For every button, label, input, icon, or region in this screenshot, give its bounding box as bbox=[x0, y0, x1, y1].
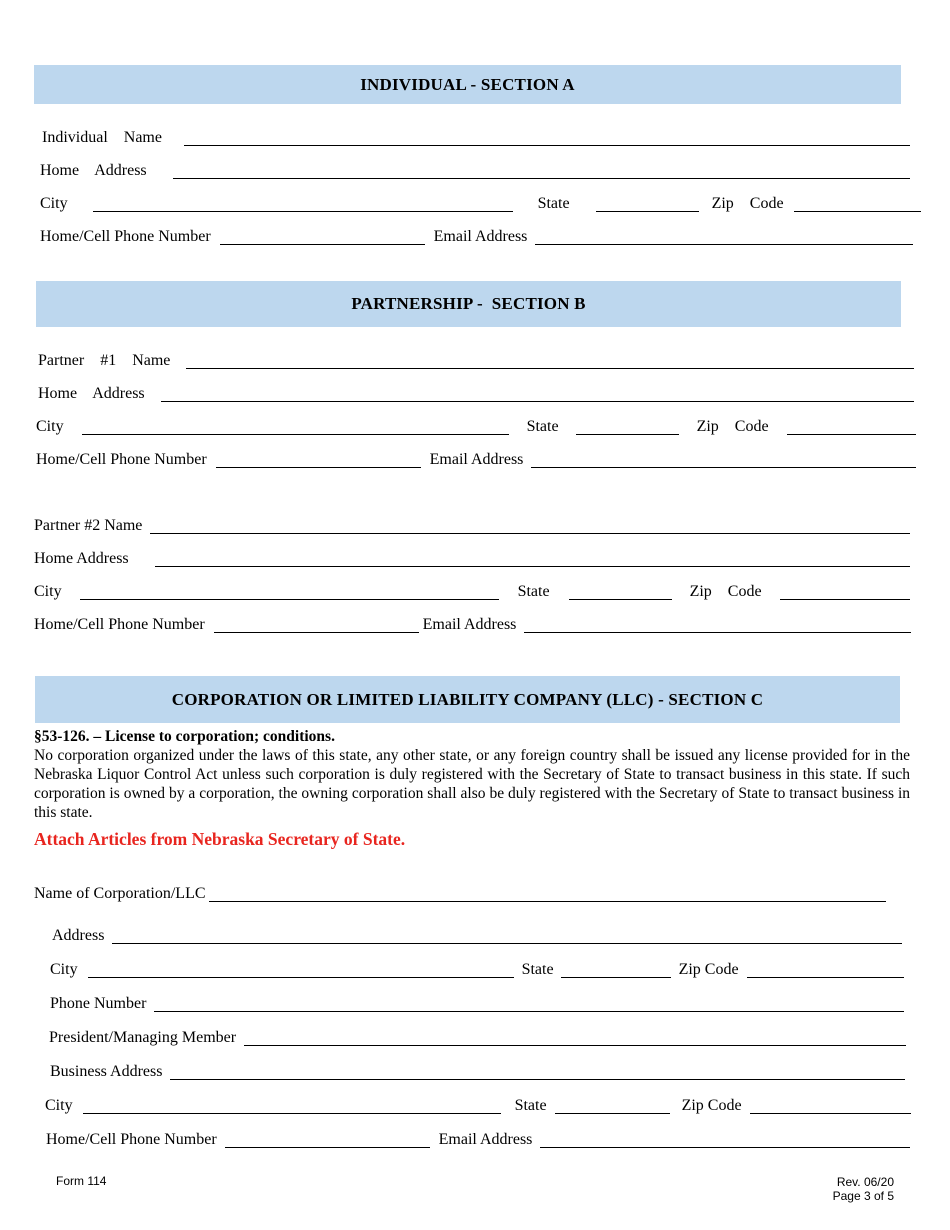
partner2-state-label: State bbox=[517, 583, 550, 600]
individual-name-label: Individual Name bbox=[42, 129, 162, 146]
individual-phone-field[interactable] bbox=[220, 244, 425, 245]
partner2-name-label: Partner #2 Name bbox=[34, 517, 143, 534]
corp-state2-field[interactable] bbox=[555, 1113, 670, 1114]
partner1-state-label: State bbox=[526, 418, 559, 435]
partner2-city-label: City bbox=[34, 583, 62, 600]
section-a-phone-row bbox=[40, 227, 913, 249]
partner2-phone-label: Home/Cell Phone Number bbox=[34, 616, 205, 633]
section-b-title: PARTNERSHIP - SECTION B bbox=[351, 294, 586, 313]
corp-zip-field[interactable] bbox=[747, 977, 904, 978]
partner2-zip-field[interactable] bbox=[780, 599, 910, 600]
statute-heading: §53-126. – License to corporation; conditions. bbox=[34, 728, 335, 745]
corp-president-row bbox=[49, 1028, 906, 1050]
partner1-email-label: Email Address bbox=[429, 451, 524, 468]
corp-home-phone-field[interactable] bbox=[225, 1147, 430, 1148]
partner1-name-label: Partner #1 Name bbox=[38, 352, 171, 369]
section-a-title: INDIVIDUAL - SECTION A bbox=[360, 74, 575, 94]
corp-name-label: Name of Corporation/LLC bbox=[34, 885, 206, 902]
corp-address-label: Address bbox=[52, 927, 105, 944]
individual-address-field[interactable] bbox=[173, 178, 910, 179]
page-number: Page 3 of 5 bbox=[832, 1189, 894, 1203]
president-label: President/Managing Member bbox=[49, 1029, 237, 1046]
section-a-name-row bbox=[42, 128, 910, 150]
corp-phone-row bbox=[50, 994, 904, 1016]
business-address-label: Business Address bbox=[50, 1063, 163, 1080]
partner1-city-label: City bbox=[36, 418, 64, 435]
corp-name-row bbox=[34, 884, 886, 906]
individual-state-label: State bbox=[537, 195, 570, 212]
partner1-name-field[interactable] bbox=[186, 368, 914, 369]
corp-name-field[interactable] bbox=[209, 901, 886, 902]
partner1-city-field[interactable] bbox=[82, 434, 509, 435]
individual-email-label: Email Address bbox=[433, 228, 528, 245]
partner2-state-field[interactable] bbox=[569, 599, 672, 600]
revision-date: Rev. 06/20 bbox=[836, 1175, 894, 1189]
partner2-zip-label: Zip Code bbox=[689, 583, 762, 600]
partner1-city-row bbox=[36, 417, 916, 439]
partner1-zip-field[interactable] bbox=[787, 434, 916, 435]
corp-state-field[interactable] bbox=[561, 977, 671, 978]
footer-right bbox=[833, 1175, 894, 1203]
section-c-title: CORPORATION OR LIMITED LIABILITY COMPANY (LLC) - SECTION C bbox=[171, 689, 764, 709]
partner1-email-field[interactable] bbox=[531, 467, 916, 468]
partner2-name-field[interactable] bbox=[150, 533, 910, 534]
corp-state-label: State bbox=[521, 961, 554, 978]
partner1-zip-label: Zip Code bbox=[696, 418, 769, 435]
corp-zip2-label: Zip Code bbox=[681, 1097, 742, 1114]
partner2-email-field[interactable] bbox=[524, 632, 911, 633]
individual-phone-label: Home/Cell Phone Number bbox=[40, 228, 211, 245]
partner2-address-row bbox=[34, 549, 910, 571]
individual-city-label: City bbox=[40, 195, 68, 212]
corp-address-row bbox=[52, 926, 902, 948]
corp-state2-label: State bbox=[514, 1097, 547, 1114]
individual-email-field[interactable] bbox=[535, 244, 913, 245]
section-a-address-row bbox=[40, 161, 910, 183]
form-number: Form 114 bbox=[56, 1174, 107, 1188]
corp-city-field[interactable] bbox=[88, 977, 514, 978]
partner2-email-label: Email Address bbox=[422, 616, 517, 633]
individual-city-field[interactable] bbox=[93, 211, 513, 212]
individual-zip-label: Zip Code bbox=[711, 195, 784, 212]
partner2-city-row bbox=[34, 582, 910, 604]
individual-zip-field[interactable] bbox=[794, 211, 921, 212]
corp-business-address-row bbox=[50, 1062, 905, 1084]
partner2-phone-field[interactable] bbox=[214, 632, 419, 633]
partner1-phone-row bbox=[36, 450, 916, 472]
corp-city2-row bbox=[45, 1096, 911, 1118]
section-a-city-row bbox=[40, 194, 921, 216]
corp-city2-field[interactable] bbox=[83, 1113, 501, 1114]
attach-notice: Attach Articles from Nebraska Secretary of State. bbox=[34, 829, 406, 849]
corp-address-field[interactable] bbox=[112, 943, 902, 944]
partner1-address-field[interactable] bbox=[161, 401, 914, 402]
statute-block bbox=[34, 727, 910, 822]
business-address-field[interactable] bbox=[170, 1079, 905, 1080]
individual-state-field[interactable] bbox=[596, 211, 699, 212]
corp-home-phone-label: Home/Cell Phone Number bbox=[46, 1131, 217, 1148]
corp-zip2-field[interactable] bbox=[750, 1113, 911, 1114]
partner1-address-label: Home Address bbox=[38, 385, 145, 402]
partner2-address-label: Home Address bbox=[34, 550, 129, 567]
partner1-name-row bbox=[38, 351, 914, 373]
corp-email-label: Email Address bbox=[438, 1131, 533, 1148]
corp-zip-label: Zip Code bbox=[678, 961, 739, 978]
individual-address-label: Home Address bbox=[40, 162, 147, 179]
corp-email-field[interactable] bbox=[540, 1147, 910, 1148]
partner1-phone-field[interactable] bbox=[216, 467, 421, 468]
corp-phone-field[interactable] bbox=[154, 1011, 904, 1012]
corp-phone-label: Phone Number bbox=[50, 995, 147, 1012]
partner2-phone-row bbox=[34, 615, 911, 637]
section-c-header bbox=[35, 676, 900, 723]
section-b-header bbox=[36, 281, 901, 327]
corp-city-label: City bbox=[50, 961, 78, 978]
corp-city2-label: City bbox=[45, 1097, 73, 1114]
partner2-city-field[interactable] bbox=[80, 599, 499, 600]
section-a-header bbox=[34, 65, 901, 104]
president-field[interactable] bbox=[244, 1045, 906, 1046]
partner1-address-row bbox=[38, 384, 914, 406]
statute-text: No corporation organized under the laws of this state, any other state, or any foreign country shall be issued any license provided for in the Nebraska Liquor Control Act unless such corporation is duly registered with the Secretary of State to transact business in this state. If such corporation is owned by a corporation, the owning corporation shall also be duly registered with the Secretary of State to transact business in this state. bbox=[34, 747, 910, 821]
corp-home-phone-row bbox=[46, 1130, 910, 1152]
individual-name-field[interactable] bbox=[184, 145, 910, 146]
partner1-phone-label: Home/Cell Phone Number bbox=[36, 451, 207, 468]
partner2-name-row bbox=[34, 516, 910, 538]
corp-city-row bbox=[50, 960, 904, 982]
partner1-state-field[interactable] bbox=[576, 434, 679, 435]
partner2-address-field[interactable] bbox=[155, 566, 910, 567]
